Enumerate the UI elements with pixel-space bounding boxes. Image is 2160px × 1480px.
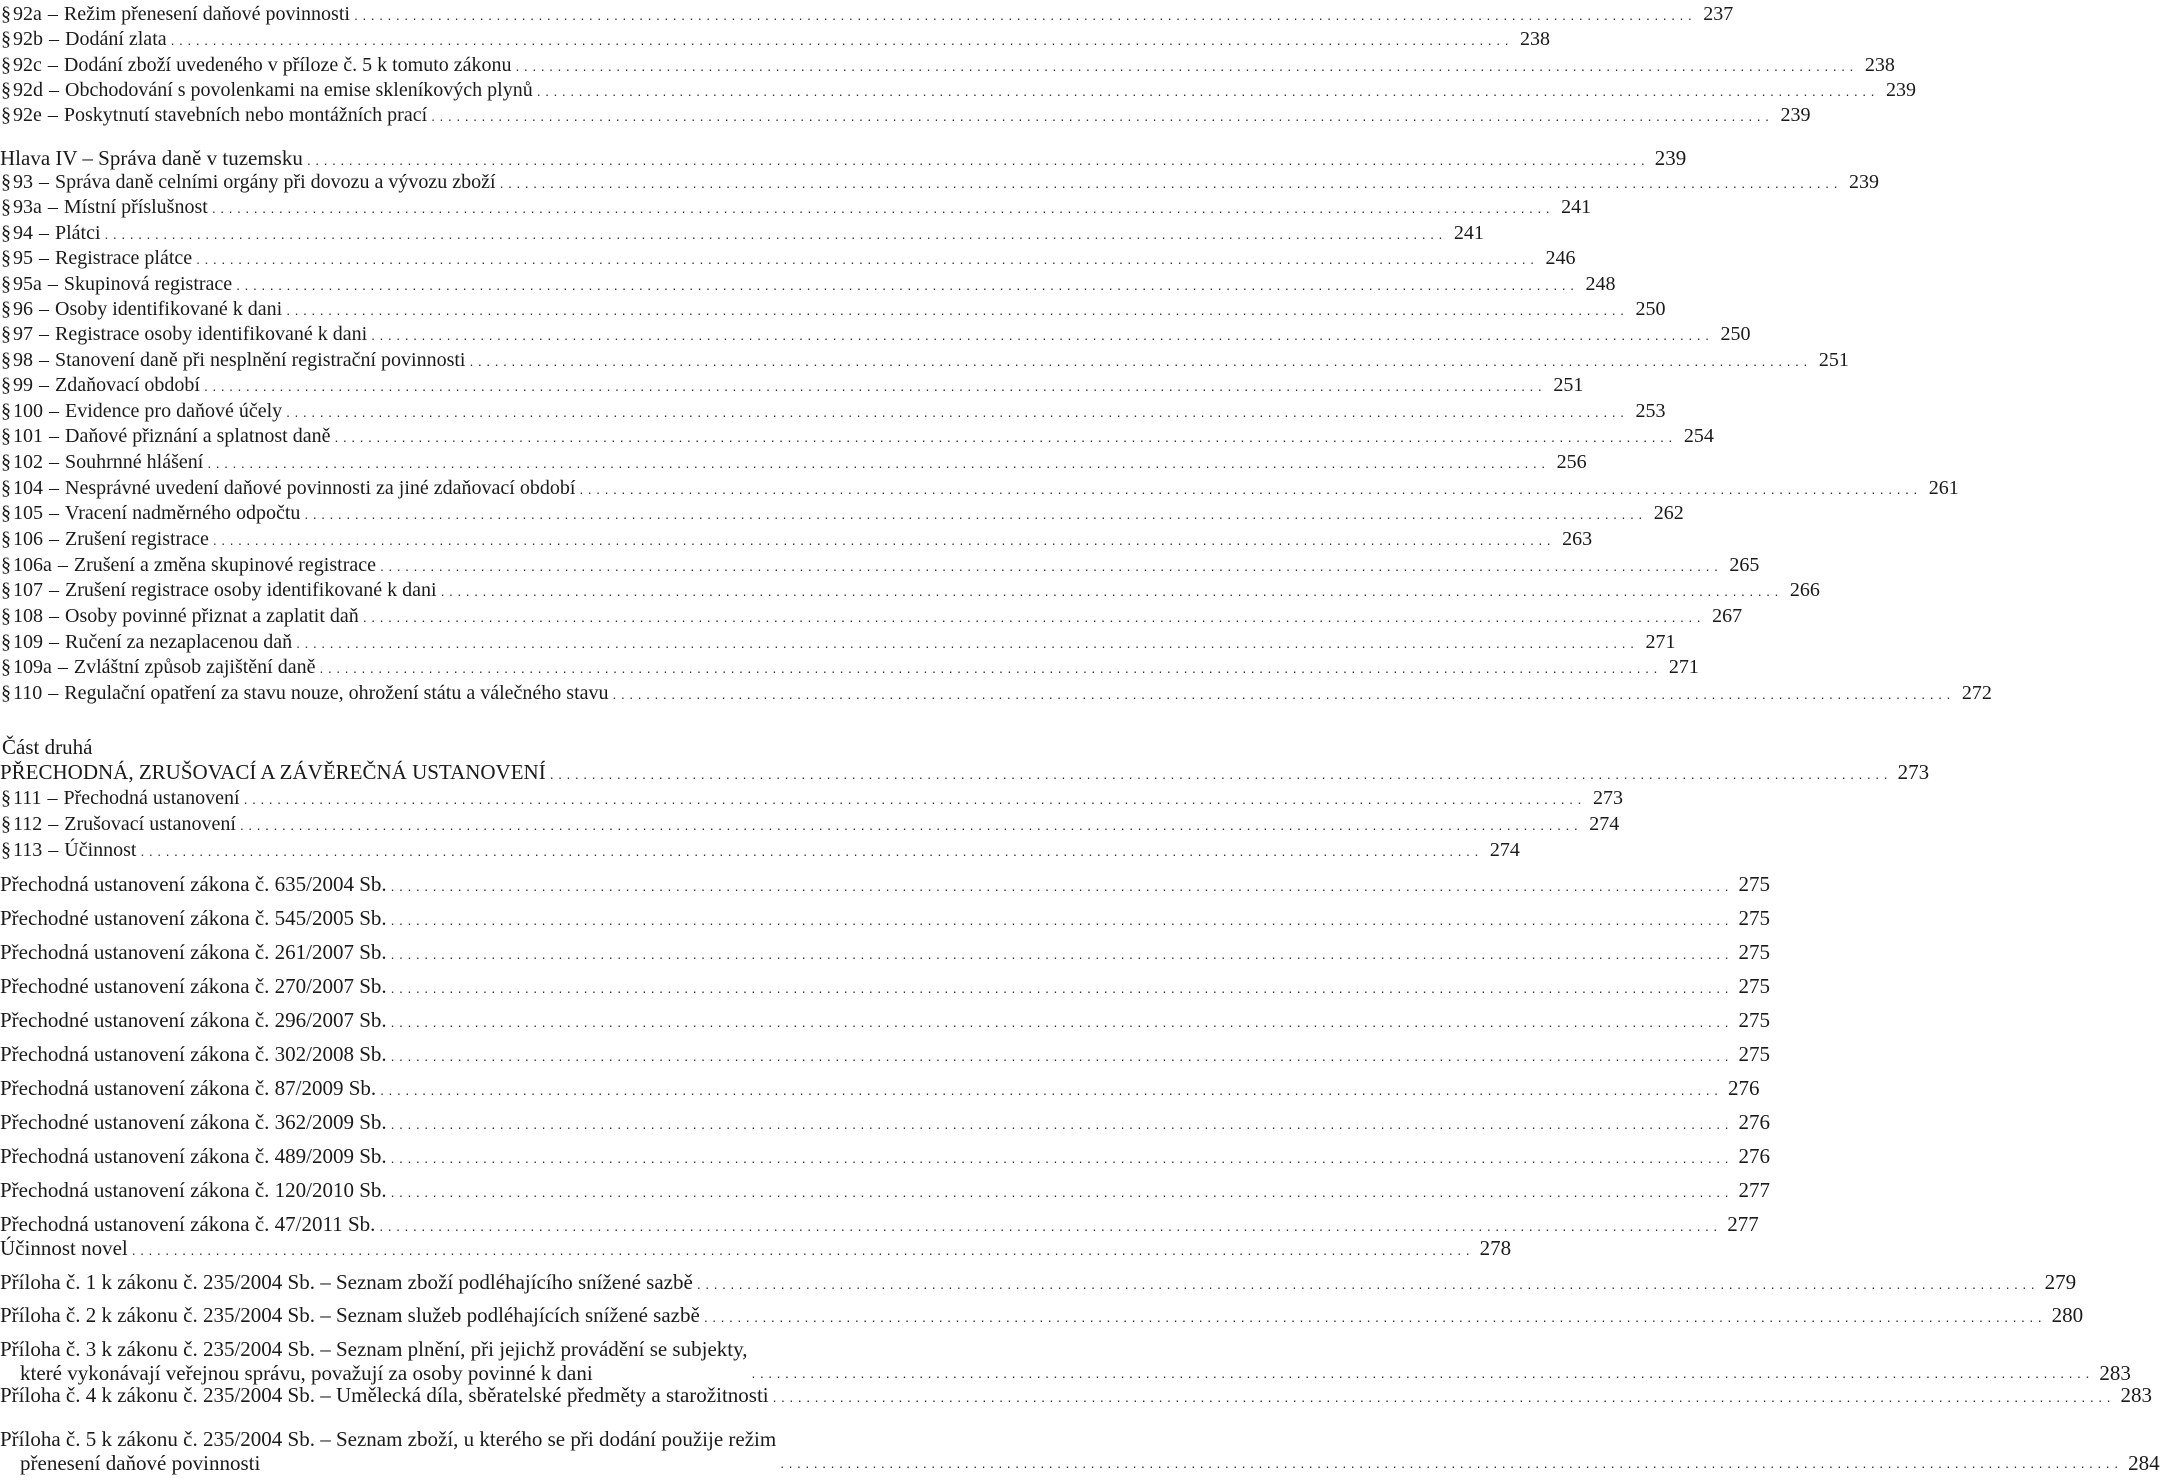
section-sign: § — [1, 425, 11, 447]
section-number: 95a — [13, 273, 42, 295]
dot-leader: ................................................................................................................................................................ — [334, 429, 1677, 445]
section-number: 94 — [13, 222, 33, 244]
page-number: 271 — [1668, 656, 1699, 678]
dash-separator: – — [39, 171, 49, 193]
toc-entry — [0, 974, 1771, 1000]
dot-leader: ................................................................................................................................................................ — [536, 83, 1880, 99]
page-number: 239 — [1780, 104, 1811, 126]
entry-title: Ručení za nezaplacenou daň — [65, 631, 293, 653]
page-number: 278 — [1479, 1236, 1512, 1260]
toc-entry — [0, 553, 1760, 578]
page-number: 274 — [1589, 813, 1620, 835]
toc-entry — [0, 578, 1820, 603]
page-number: 256 — [1556, 451, 1587, 473]
entry-title-line2: které vykonávají veřejnou správu, považují za osoby povinné k dani — [20, 1361, 593, 1385]
page-number: 246 — [1545, 247, 1576, 269]
dash-separator: – — [49, 477, 59, 499]
section-sign: § — [1, 273, 11, 295]
dot-leader: ................................................................................................................................................................ — [515, 58, 1858, 74]
toc-entry — [0, 1178, 1771, 1204]
entry-title: Přechodná ustanovení zákona č. 635/2004 Sb. — [0, 872, 387, 896]
dot-leader: ................................................................................................................................................................ — [579, 481, 1922, 497]
toc-entry — [0, 424, 1714, 449]
dot-leader: ................................................................................................................................................................ — [353, 7, 1697, 23]
section-number: 106 — [13, 528, 43, 550]
section-sign: § — [1, 196, 11, 218]
section-sign: § — [1, 839, 11, 861]
dot-leader: ................................................................................................................................................................ — [390, 1184, 1734, 1200]
entry-title: Daňové přiznání a splatnost daně — [65, 425, 331, 447]
entry-title-line1: Příloha č. 3 k zákonu č. 235/2004 Sb. – Seznam plnění, při jejichž provádění se subjekty, — [0, 1337, 748, 1361]
dot-leader: ................................................................................................................................................................ — [236, 277, 1579, 293]
section-number: 102 — [13, 451, 43, 473]
toc-entry — [0, 1042, 1771, 1068]
entry-title: Příloha č. 4 k zákonu č. 235/2004 Sb. – Umělecká díla, sběratelské předměty a starožitnosti — [0, 1383, 769, 1407]
page-number: 251 — [1818, 349, 1849, 371]
toc-entry — [0, 630, 1676, 655]
entry-title: Regulační opatření za stavu nouze, ohrožení státu a válečného stavu — [64, 682, 609, 704]
toc-entry — [0, 527, 1593, 552]
page-number: 279 — [2044, 1270, 2077, 1294]
dash-separator: – — [49, 425, 59, 447]
dash-separator: – — [48, 813, 59, 835]
page-number: 273 — [1592, 787, 1623, 809]
section-number: 93 — [13, 171, 33, 193]
section-number: 107 — [13, 579, 43, 601]
entry-title: Přechodné ustanovení zákona č. 362/2009 Sb. — [0, 1110, 387, 1134]
dot-leader: ................................................................................................................................................................ — [203, 378, 1547, 394]
entry-title: Režim přenesení daňové povinnosti — [63, 3, 350, 25]
toc-entry — [0, 906, 1771, 932]
page-number: 248 — [1585, 273, 1616, 295]
section-sign: § — [1, 451, 11, 473]
page-number: 276 — [1728, 1076, 1760, 1100]
dot-leader: ................................................................................................................................................................ — [306, 152, 1650, 168]
toc-entry — [0, 1337, 2131, 1385]
toc-entry — [0, 872, 1771, 898]
dash-separator: – — [49, 631, 59, 653]
toc-entry — [0, 2, 1734, 27]
dot-leader: ................................................................................................................................................................ — [286, 302, 1629, 318]
dash-separator: – — [39, 374, 49, 396]
entry-title: Zrušení registrace osoby identifikované k dani — [65, 579, 437, 601]
section-number: 99 — [13, 374, 33, 396]
entry-title: PŘECHODNÁ, ZRUŠOVACÍ A ZÁVĚREČNÁ USTANOVENÍ — [0, 760, 546, 784]
page-number: 277 — [1727, 1212, 1759, 1236]
dash-separator: – — [47, 196, 58, 218]
dash-separator: – — [49, 528, 59, 550]
dash-separator: – — [49, 79, 59, 101]
section-sign: § — [1, 605, 11, 627]
page-number: 261 — [1928, 477, 1959, 499]
page-number: 250 — [1635, 298, 1666, 320]
entry-title: Nesprávné uvedení daňové povinnosti za jiné zdaňovací období — [65, 477, 576, 499]
page-number: 262 — [1653, 502, 1684, 524]
dash-separator: – — [48, 682, 59, 704]
section-sign: § — [1, 104, 11, 126]
section-number: 92d — [13, 79, 43, 101]
page-number: 272 — [1961, 682, 1992, 704]
entry-title: Poskytnutí stavebních nebo montážních prací — [63, 104, 428, 126]
section-sign: § — [1, 79, 11, 101]
entry-title: Osoby povinné přiznat a zaplatit daň — [65, 605, 359, 627]
section-sign: § — [1, 400, 11, 422]
toc-entry — [0, 450, 1587, 475]
toc-entry — [0, 78, 1917, 103]
entry-title: Přechodné ustanovení zákona č. 270/2007 Sb. — [0, 974, 387, 998]
dash-separator: – — [47, 54, 58, 76]
page-number: 275 — [1738, 1008, 1771, 1032]
dash-separator: – — [49, 579, 59, 601]
page-number: 275 — [1738, 974, 1771, 998]
dot-leader: ................................................................................................................................................................ — [390, 1048, 1734, 1064]
entry-title: Přechodná ustanovení zákona č. 47/2011 Sb. — [0, 1212, 376, 1236]
section-sign: § — [1, 787, 11, 809]
dash-separator: – — [48, 839, 59, 861]
toc-entry — [0, 760, 1930, 786]
section-sign: § — [1, 28, 11, 50]
dot-leader: ................................................................................................................................................................ — [371, 327, 1714, 343]
dash-separator: – — [39, 323, 49, 345]
section-number: 96 — [13, 298, 33, 320]
page-number: 280 — [2051, 1303, 2084, 1327]
dash-separator: – — [47, 104, 58, 126]
section-number: 105 — [13, 502, 43, 524]
section-sign: § — [1, 3, 11, 25]
toc-entry — [0, 246, 1576, 271]
toc-entry — [0, 940, 1771, 966]
entry-title: Přechodná ustanovení zákona č. 302/2008 Sb. — [0, 1042, 387, 1066]
dot-leader: ................................................................................................................................................................ — [212, 532, 1556, 548]
page-number: 275 — [1738, 906, 1771, 930]
dot-leader: ................................................................................................................................................................ — [196, 251, 1539, 267]
entry-title: Zrušení registrace — [65, 528, 209, 550]
toc-entry — [0, 53, 1895, 78]
toc-entry — [0, 838, 1520, 863]
toc-entry — [0, 655, 1699, 680]
page-number: 238 — [1864, 54, 1895, 76]
page-number: 251 — [1553, 374, 1584, 396]
entry-title: Stanovení daně při nesplnění registrační povinnosti — [55, 349, 466, 371]
page-number: 284 — [2128, 1451, 2160, 1475]
dash-separator: – — [49, 502, 59, 524]
section-sign: § — [1, 247, 11, 269]
toc-entry — [0, 1212, 1759, 1238]
entry-title: Přechodná ustanovení zákona č. 489/2009 Sb. — [0, 1144, 387, 1168]
section-number: 108 — [13, 605, 43, 627]
page-number: 276 — [1738, 1110, 1771, 1134]
toc-entry — [0, 681, 1992, 706]
entry-title: Osoby identifikované k dani — [55, 298, 283, 320]
part-label: Část druhá — [2, 735, 93, 759]
page-number: 253 — [1635, 400, 1666, 422]
entry-title: Dodání zboží uvedeného v příloze č. 5 k tomuto zákonu — [63, 54, 512, 76]
page-number: 239 — [1848, 171, 1879, 193]
dot-leader: ................................................................................................................................................................ — [703, 1309, 2047, 1325]
section-number: 92e — [13, 104, 42, 126]
entry-title: Zvláštní způsob zajištění daně — [73, 656, 316, 678]
dot-leader: ................................................................................................................................................................ — [104, 226, 1447, 242]
toc-entry — [0, 221, 1484, 246]
dash-separator: – — [39, 247, 49, 269]
toc-entry — [0, 786, 1623, 811]
entry-title: Přechodná ustanovení zákona č. 261/2007 Sb. — [0, 940, 387, 964]
entry-title: Plátci — [55, 222, 101, 244]
entry-title: Vracení nadměrného odpočtu — [65, 502, 301, 524]
dot-leader: ................................................................................................................................................................ — [390, 1116, 1734, 1132]
section-number: 92c — [13, 54, 42, 76]
entry-title: Účinnost — [64, 839, 137, 861]
entry-title: Přechodné ustanovení zákona č. 545/2005 Sb. — [0, 906, 387, 930]
section-number: 112 — [13, 813, 43, 835]
dot-leader: ................................................................................................................................................................ — [431, 108, 1774, 124]
section-sign: § — [1, 349, 11, 371]
toc-entry — [0, 812, 1620, 837]
toc-entry — [0, 1427, 2160, 1475]
toc-entry — [0, 195, 1592, 220]
dot-leader: ................................................................................................................................................................ — [296, 635, 1639, 651]
dash-separator: – — [47, 3, 58, 25]
toc-entry — [0, 1270, 2077, 1296]
dot-leader: ................................................................................................................................................................ — [380, 1082, 1723, 1098]
toc-entry — [0, 501, 1684, 526]
dot-leader: ................................................................................................................................................................ — [612, 686, 1955, 702]
entry-title: Obchodování s povolenkami na emise skleníkových plynů — [65, 79, 533, 101]
toc-entry — [0, 1383, 2152, 1409]
dot-leader: ................................................................................................................................................................ — [140, 843, 1483, 859]
dash-separator: – — [49, 400, 59, 422]
page-number: 275 — [1738, 872, 1771, 896]
entry-title — [0, 1337, 747, 1385]
entry-title-line2: přenesení daňové povinnosti — [20, 1451, 261, 1475]
section-sign: § — [1, 579, 11, 601]
toc-entry — [0, 373, 1584, 398]
entry-title: Zrušení a změna skupinové registrace — [73, 554, 376, 576]
toc-entry — [0, 322, 1751, 347]
entry-title: Zrušovací ustanovení — [64, 813, 236, 835]
section-number: 100 — [13, 400, 43, 422]
section-number: 92a — [13, 3, 42, 25]
entry-title: Účinnost novel — [0, 1236, 128, 1260]
page-number: 237 — [1703, 3, 1734, 25]
page-number: 263 — [1562, 528, 1593, 550]
section-sign: § — [1, 528, 11, 550]
dot-leader: ................................................................................................................................................................ — [696, 1276, 2040, 1292]
dash-separator: – — [57, 554, 68, 576]
section-sign: § — [1, 813, 11, 835]
dot-leader: ................................................................................................................................................................ — [286, 404, 1629, 420]
toc-entry — [0, 1303, 2084, 1329]
toc-entry — [0, 103, 1811, 128]
section-sign: § — [1, 502, 11, 524]
toc-entry — [0, 604, 1743, 629]
dot-leader: ................................................................................................................................................................ — [379, 1218, 1722, 1234]
dot-leader: ................................................................................................................................................................ — [170, 32, 1513, 48]
page-number: 239 — [1886, 79, 1917, 101]
page-number: 277 — [1738, 1178, 1771, 1202]
section-number: 92b — [13, 28, 43, 50]
entry-title: Přechodná ustanovení zákona č. 87/2009 Sb. — [0, 1076, 377, 1100]
entry-title: Registrace plátce — [55, 247, 193, 269]
section-sign: § — [1, 631, 11, 653]
page-number: 274 — [1489, 839, 1520, 861]
entry-title: Přechodné ustanovení zákona č. 296/2007 Sb. — [0, 1008, 387, 1032]
toc-entry — [0, 476, 1959, 501]
toc-entry — [0, 1110, 1771, 1136]
section-number: 93a — [13, 196, 42, 218]
section-sign: § — [1, 171, 11, 193]
section-sign: § — [1, 374, 11, 396]
section-sign: § — [1, 554, 11, 576]
dot-leader: ................................................................................................................................................................ — [751, 1365, 2094, 1381]
toc-entry — [0, 170, 1879, 195]
page-number: 276 — [1738, 1144, 1771, 1168]
entry-title: Dodání zlata — [65, 28, 167, 50]
page-number: 271 — [1645, 631, 1676, 653]
dot-leader: ................................................................................................................................................................ — [390, 946, 1734, 962]
section-number: 101 — [13, 425, 43, 447]
page-number: 266 — [1789, 579, 1820, 601]
dot-leader: ................................................................................................................................................................ — [243, 791, 1586, 807]
dash-separator: – — [47, 787, 58, 809]
dot-leader: ................................................................................................................................................................ — [772, 1389, 2115, 1405]
section-sign: § — [1, 298, 11, 320]
dash-separator: – — [57, 656, 68, 678]
section-number: 106a — [13, 554, 52, 576]
dash-separator: – — [47, 273, 58, 295]
section-number: 104 — [13, 477, 43, 499]
entry-title: Příloha č. 2 k zákonu č. 235/2004 Sb. – Seznam služeb podléhajících snížené sazbě — [0, 1303, 700, 1327]
section-number: 98 — [13, 349, 33, 371]
dot-leader: ................................................................................................................................................................ — [390, 912, 1734, 928]
section-sign: § — [1, 54, 11, 76]
entry-title: Místní příslušnost — [63, 196, 208, 218]
section-number: 110 — [13, 682, 43, 704]
section-number: 109a — [13, 656, 52, 678]
dot-leader: ................................................................................................................................................................ — [380, 558, 1723, 574]
dot-leader: ................................................................................................................................................................ — [390, 980, 1734, 996]
dash-separator: – — [49, 28, 59, 50]
page-number: 283 — [2099, 1361, 2131, 1385]
section-sign: § — [1, 222, 11, 244]
dot-leader: ................................................................................................................................................................ — [469, 353, 1812, 369]
dash-separator: – — [49, 451, 59, 473]
section-sign: § — [1, 656, 11, 678]
section-number: 97 — [13, 323, 33, 345]
toc-entry — [0, 1008, 1771, 1034]
entry-title: Skupinová registrace — [63, 273, 233, 295]
entry-title: Souhrnné hlášení — [65, 451, 204, 473]
page-number: 275 — [1738, 940, 1771, 964]
page-number: 238 — [1519, 28, 1550, 50]
dot-leader: ................................................................................................................................................................ — [390, 878, 1734, 894]
toc-entry — [0, 146, 1687, 172]
toc-entry — [0, 348, 1849, 373]
page-number: 241 — [1453, 222, 1484, 244]
dot-leader: ................................................................................................................................................................ — [239, 817, 1583, 833]
entry-title: Příloha č. 1 k zákonu č. 235/2004 Sb. – Seznam zboží podléhajícího snížené sazbě — [0, 1270, 693, 1294]
toc-entry — [0, 272, 1616, 297]
section-number: 95 — [13, 247, 33, 269]
toc-entry — [0, 1076, 1760, 1102]
dash-separator: – — [39, 349, 49, 371]
toc-entry — [0, 399, 1666, 424]
entry-title: Registrace osoby identifikované k dani — [55, 323, 368, 345]
page-number: 275 — [1738, 1042, 1771, 1066]
entry-title: Hlava IV – Správa daně v tuzemsku — [0, 146, 303, 170]
page-number: 283 — [2120, 1383, 2152, 1407]
dot-leader: ................................................................................................................................................................ — [304, 506, 1647, 522]
toc-entry — [0, 27, 1550, 52]
section-sign: § — [1, 323, 11, 345]
page-number: 250 — [1720, 323, 1751, 345]
entry-title: Správa daně celními orgány při dovozu a vývozu zboží — [55, 171, 496, 193]
page-number: 265 — [1729, 554, 1760, 576]
section-number: 111 — [13, 787, 42, 809]
toc-entry — [0, 1144, 1771, 1170]
toc-entry — [0, 297, 1666, 322]
entry-title — [0, 1427, 776, 1475]
entry-title: Přechodná ustanovení — [63, 787, 240, 809]
page-number: 254 — [1683, 425, 1714, 447]
entry-title: Přechodná ustanovení zákona č. 120/2010 Sb. — [0, 1178, 387, 1202]
section-number: 109 — [13, 631, 43, 653]
section-sign: § — [1, 477, 11, 499]
page-number: 267 — [1712, 605, 1743, 627]
dot-leader: ................................................................................................................................................................ — [549, 766, 1893, 782]
dot-leader: ................................................................................................................................................................ — [319, 660, 1662, 676]
entry-title-line1: Příloha č. 5 k zákonu č. 235/2004 Sb. – Seznam zboží, u kterého se při dodání použije režim — [0, 1427, 777, 1451]
dot-leader: ................................................................................................................................................................ — [131, 1242, 1475, 1258]
page-number: 239 — [1654, 146, 1687, 170]
dash-separator: – — [39, 298, 49, 320]
dot-leader: ................................................................................................................................................................ — [390, 1150, 1734, 1166]
entry-title: Zdaňovací období — [55, 374, 200, 396]
page-number: 273 — [1897, 760, 1930, 784]
dash-separator: – — [49, 605, 59, 627]
section-sign: § — [1, 682, 11, 704]
dot-leader: ................................................................................................................................................................ — [207, 455, 1550, 471]
toc-entry — [0, 1236, 1512, 1262]
page-number: 241 — [1561, 196, 1592, 218]
dot-leader: ................................................................................................................................................................ — [362, 609, 1706, 625]
entry-title: Evidence pro daňové účely — [65, 400, 283, 422]
section-number: 113 — [13, 839, 43, 861]
dot-leader: ................................................................................................................................................................ — [499, 175, 1842, 191]
dot-leader: ................................................................................................................................................................ — [780, 1455, 2123, 1471]
dot-leader: ................................................................................................................................................................ — [440, 583, 1783, 599]
dot-leader: ................................................................................................................................................................ — [211, 200, 1555, 216]
dash-separator: – — [39, 222, 49, 244]
dot-leader: ................................................................................................................................................................ — [390, 1014, 1734, 1030]
